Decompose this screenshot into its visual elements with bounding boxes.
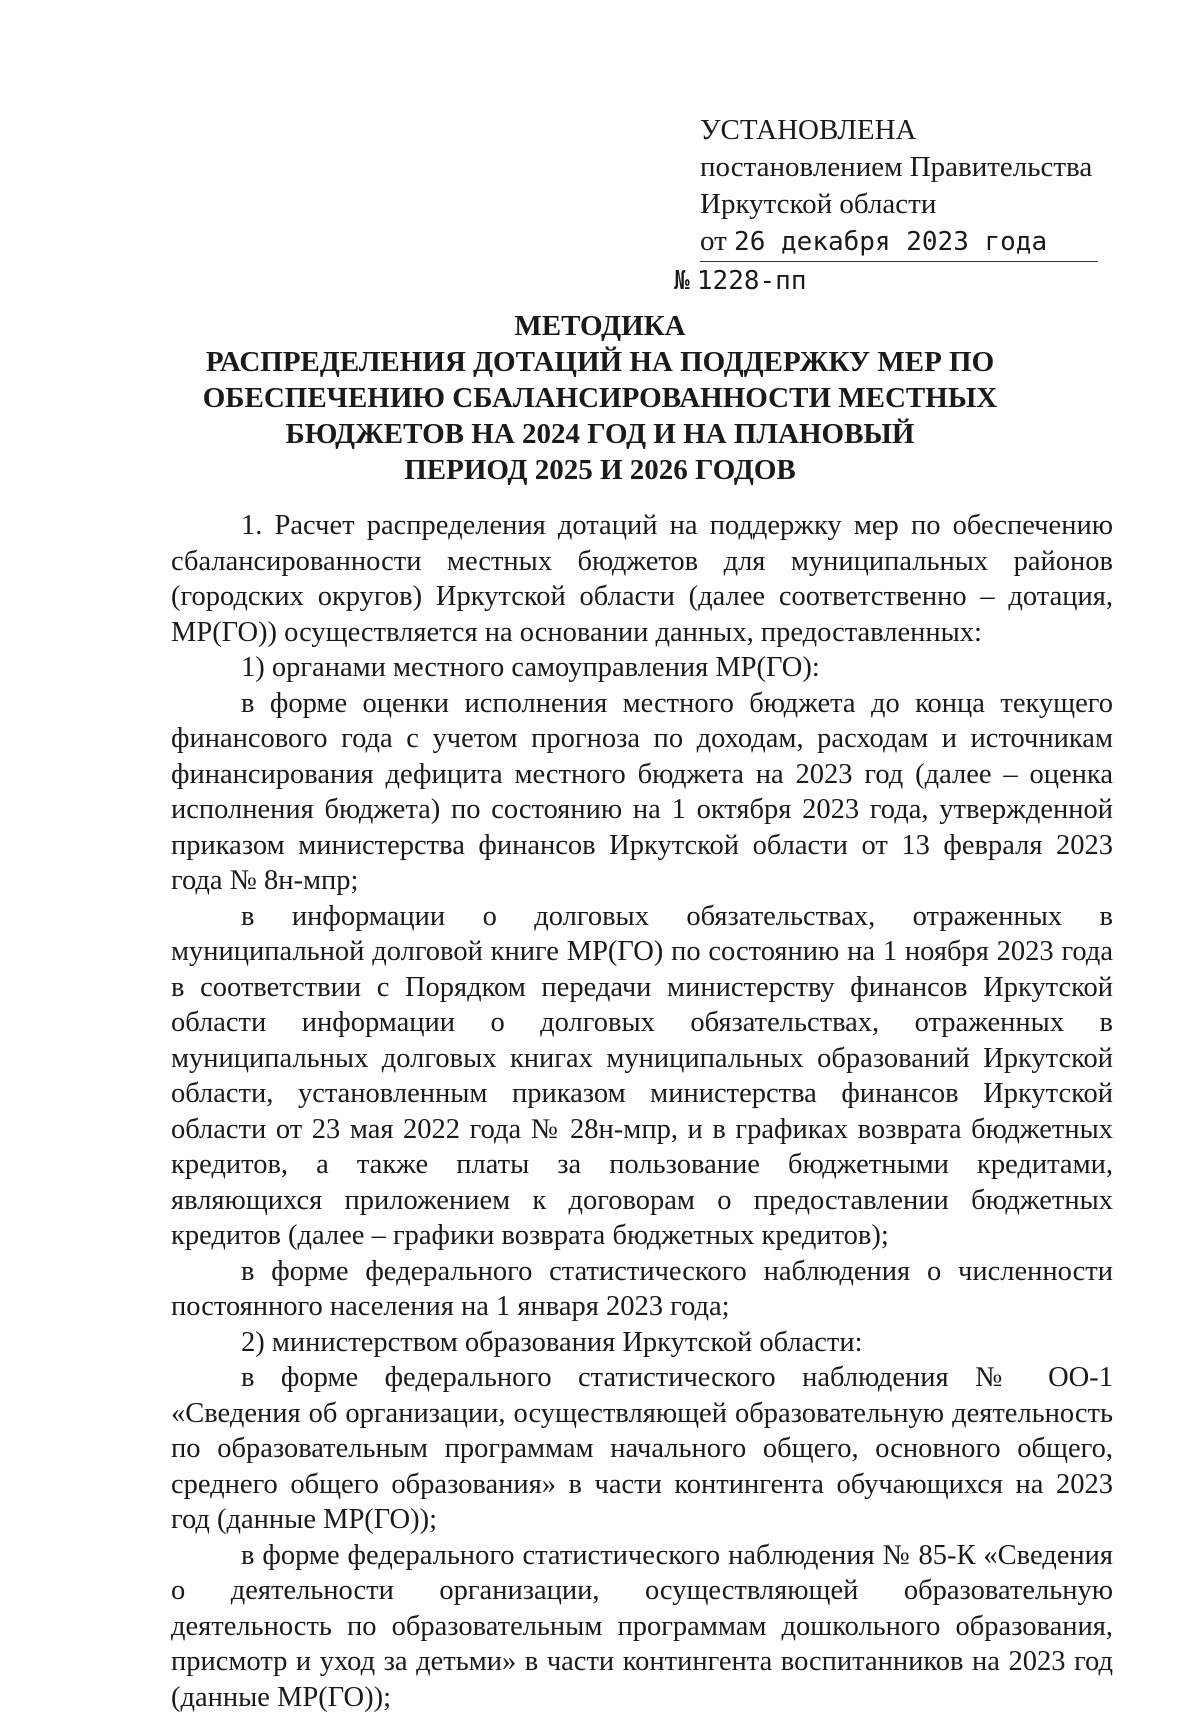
paragraph-2: 1) органами местного самоуправления МР(ГО): bbox=[171, 650, 1113, 686]
approval-number-line bbox=[674, 262, 1120, 300]
paragraph-4: в информации о долговых обязательствах, отраженных в муниципальной долговой книге МР(ГО) по состоянию на 1 ноября 2023 года в соответствии с Порядком передачи министерству финансов Иркутской области информации о долговых обязательствах, отраженных в муниципальных долговых книгах муниципальных образований Иркутской области, установленным приказом министерства финансов Иркутской области от 23 мая 2022 года № 28н-мпр, и в графиках возврата бюджетных кредитов, а также платы за пользование бюджетными кредитами, являющихся приложением к договорам о предоставлении бюджетных кредитов (далее – графики возврата бюджетных кредитов); bbox=[171, 899, 1113, 1254]
approval-region: Иркутской области bbox=[700, 186, 1120, 223]
approval-date-value: 26 декабря 2023 года bbox=[734, 227, 1047, 257]
document-body bbox=[171, 508, 1113, 1715]
approval-number-value: 1228-пп bbox=[697, 266, 807, 296]
title-line-5: ПЕРИОД 2025 И 2026 ГОДОВ bbox=[150, 452, 1050, 488]
approval-date-prefix: от bbox=[700, 225, 727, 257]
paragraph-7: в форме федерального статистического наблюдения № ОО-1 «Сведения об организации, осуществляющей образовательную деятельность по образовательным программам начального общего, основного общего, среднего общего образования» в части контингента обучающихся на 2023 год (данные МР(ГО)); bbox=[171, 1360, 1113, 1538]
paragraph-8: в форме федерального статистического наблюдения № 85-К «Сведения о деятельности организации, осуществляющей образовательную деятельность по образовательным программам дошкольного образования, присмотр и уход за детьми» в части контингента воспитанников на 2023 год (данные МР(ГО)); bbox=[171, 1538, 1113, 1715]
paragraph-3: в форме оценки исполнения местного бюджета до конца текущего финансового года с учетом прогноза по доходам, расходам и источникам финансирования дефицита местного бюджета на 2023 год (далее – оценка исполнения бюджета) по состоянию на 1 октября 2023 года, утвержденной приказом министерства финансов Иркутской области от 13 февраля 2023 года № 8н-мпр; bbox=[171, 686, 1113, 899]
paragraph-6: 2) министерством образования Иркутской области: bbox=[171, 1325, 1113, 1361]
paragraph-5: в форме федерального статистического наблюдения о численности постоянного населения на 1 января 2023 года; bbox=[171, 1254, 1113, 1325]
approval-date-line bbox=[700, 223, 1120, 262]
approval-heading: УСТАНОВЛЕНА bbox=[700, 112, 1120, 149]
document-title bbox=[150, 308, 1050, 488]
approval-stamp bbox=[700, 112, 1120, 300]
approval-authority: постановлением Правительства bbox=[700, 149, 1120, 186]
approval-number-prefix: № bbox=[674, 266, 690, 296]
title-line-4: БЮДЖЕТОВ НА 2024 ГОД И НА ПЛАНОВЫЙ bbox=[150, 416, 1050, 452]
title-line-1: МЕТОДИКА bbox=[150, 308, 1050, 344]
approval-date-underline bbox=[700, 223, 1098, 262]
paragraph-1: 1. Расчет распределения дотаций на поддержку мер по обеспечению сбалансированности местных бюджетов для муниципальных районов (городских округов) Иркутской области (далее соответственно – дотация, МР(ГО)) осуществляется на основании данных, предоставленных: bbox=[171, 508, 1113, 650]
title-line-3: ОБЕСПЕЧЕНИЮ СБАЛАНСИРОВАННОСТИ МЕСТНЫХ bbox=[150, 380, 1050, 416]
title-line-2: РАСПРЕДЕЛЕНИЯ ДОТАЦИЙ НА ПОДДЕРЖКУ МЕР ПО bbox=[150, 344, 1050, 380]
